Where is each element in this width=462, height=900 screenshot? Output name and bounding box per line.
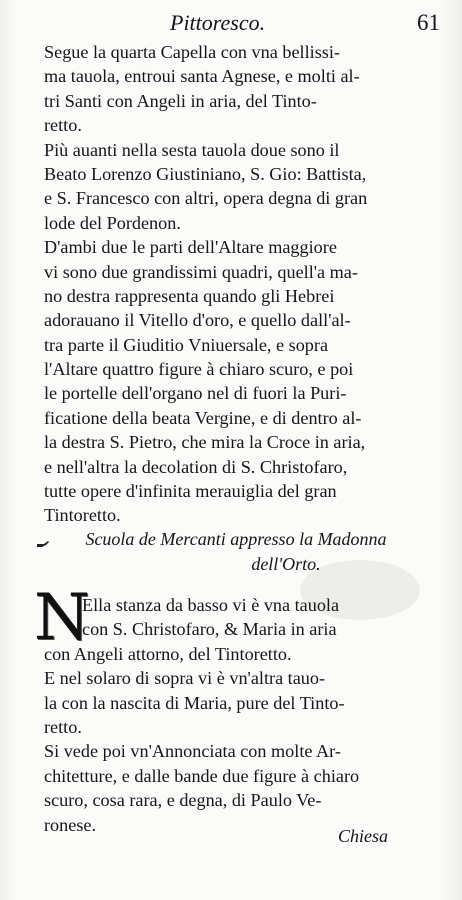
- text-line: e S. Francesco con altri, opera degna di gran: [44, 188, 368, 209]
- text-line: ma tauola, entroui santa Agnese, e molti al-: [44, 66, 360, 87]
- text-line: D'ambi due le parti dell'Altare maggiore: [44, 237, 337, 258]
- text-line: retto.: [44, 716, 82, 737]
- section-heading: [36, 527, 436, 577]
- text-line: Segue la quarta Capella con vna bellissi-: [44, 42, 340, 62]
- text-line: l'Altare quattro figure à chiaro scuro, e poi: [44, 359, 354, 380]
- paragraph-1: [44, 40, 436, 138]
- text-line: vi sono due grandissimi quadri, quell'a ma-: [44, 261, 358, 282]
- text-line: le portelle dell'organo nel di fuori la Puri-: [44, 383, 347, 404]
- text-line: no destra rappresenta quando gli Hebrei: [44, 285, 335, 306]
- text-line: lode del Pordenon.: [44, 212, 181, 233]
- page-number: 61: [417, 10, 440, 35]
- decorated-initial: N: [34, 581, 90, 655]
- running-head: [170, 10, 440, 38]
- text-line: scuro, cosa rara, e degna, di Paulo Ve-: [44, 790, 322, 811]
- text-line: ficatione della beata Vergine, e di dentro al-: [44, 407, 362, 428]
- text-line: la destra S. Pietro, che mira la Croce in aria,: [44, 432, 366, 453]
- paragraph-2: [44, 138, 436, 236]
- section-paragraph-2: [44, 666, 436, 739]
- text-line: con S. Christofaro, & Maria in aria: [82, 619, 337, 640]
- text-line: Più auanti nella sesta tauola doue sono il: [44, 139, 340, 160]
- text-line: tri Santi con Angeli in aria, del Tinto-: [44, 90, 317, 111]
- paragraph-3: [44, 235, 436, 528]
- text-line: Tintoretto.: [44, 505, 121, 526]
- text-line: ronese.: [44, 814, 97, 835]
- text-line: Ella stanza da basso vi è vna tauola: [82, 595, 340, 615]
- section-heading-line: Scuola de Mercanti appresso la Madonna: [85, 529, 387, 549]
- section-text: [44, 593, 436, 837]
- text-line: la con la nascita di Maria, pure del Tinto-: [44, 692, 345, 713]
- text-line: adorauano il Vitello d'oro, e quello dall'al-: [44, 310, 351, 331]
- catchword: Chiesa: [338, 826, 389, 846]
- text-line: E nel solaro di sopra vi è vn'altra tauo-: [44, 668, 326, 689]
- section-paragraph-3: [44, 739, 436, 837]
- main-text: [44, 40, 436, 528]
- text-line: chitetture, e dalle bande due figure à chiaro: [44, 765, 360, 786]
- text-line: con Angeli attorno, del Tintoretto.: [44, 643, 292, 664]
- text-line: tra parte il Giuditio Vniuersale, e sopra: [44, 334, 329, 355]
- text-line: Si vede poi vn'Annonciata con molte Ar-: [44, 741, 341, 762]
- running-title: Pittoresco.: [170, 10, 266, 35]
- text-line: Beato Lorenzo Giustiniano, S. Gio: Battista,: [44, 163, 367, 184]
- text-line: tutte opere d'infinita merauiglia del gran: [44, 481, 337, 502]
- text-line: retto.: [44, 115, 82, 136]
- section-paragraph-1: [44, 593, 436, 666]
- text-line: e nell'altra la decolation di S. Christofaro,: [44, 456, 348, 477]
- section-heading-line: dell'Orto.: [251, 554, 321, 574]
